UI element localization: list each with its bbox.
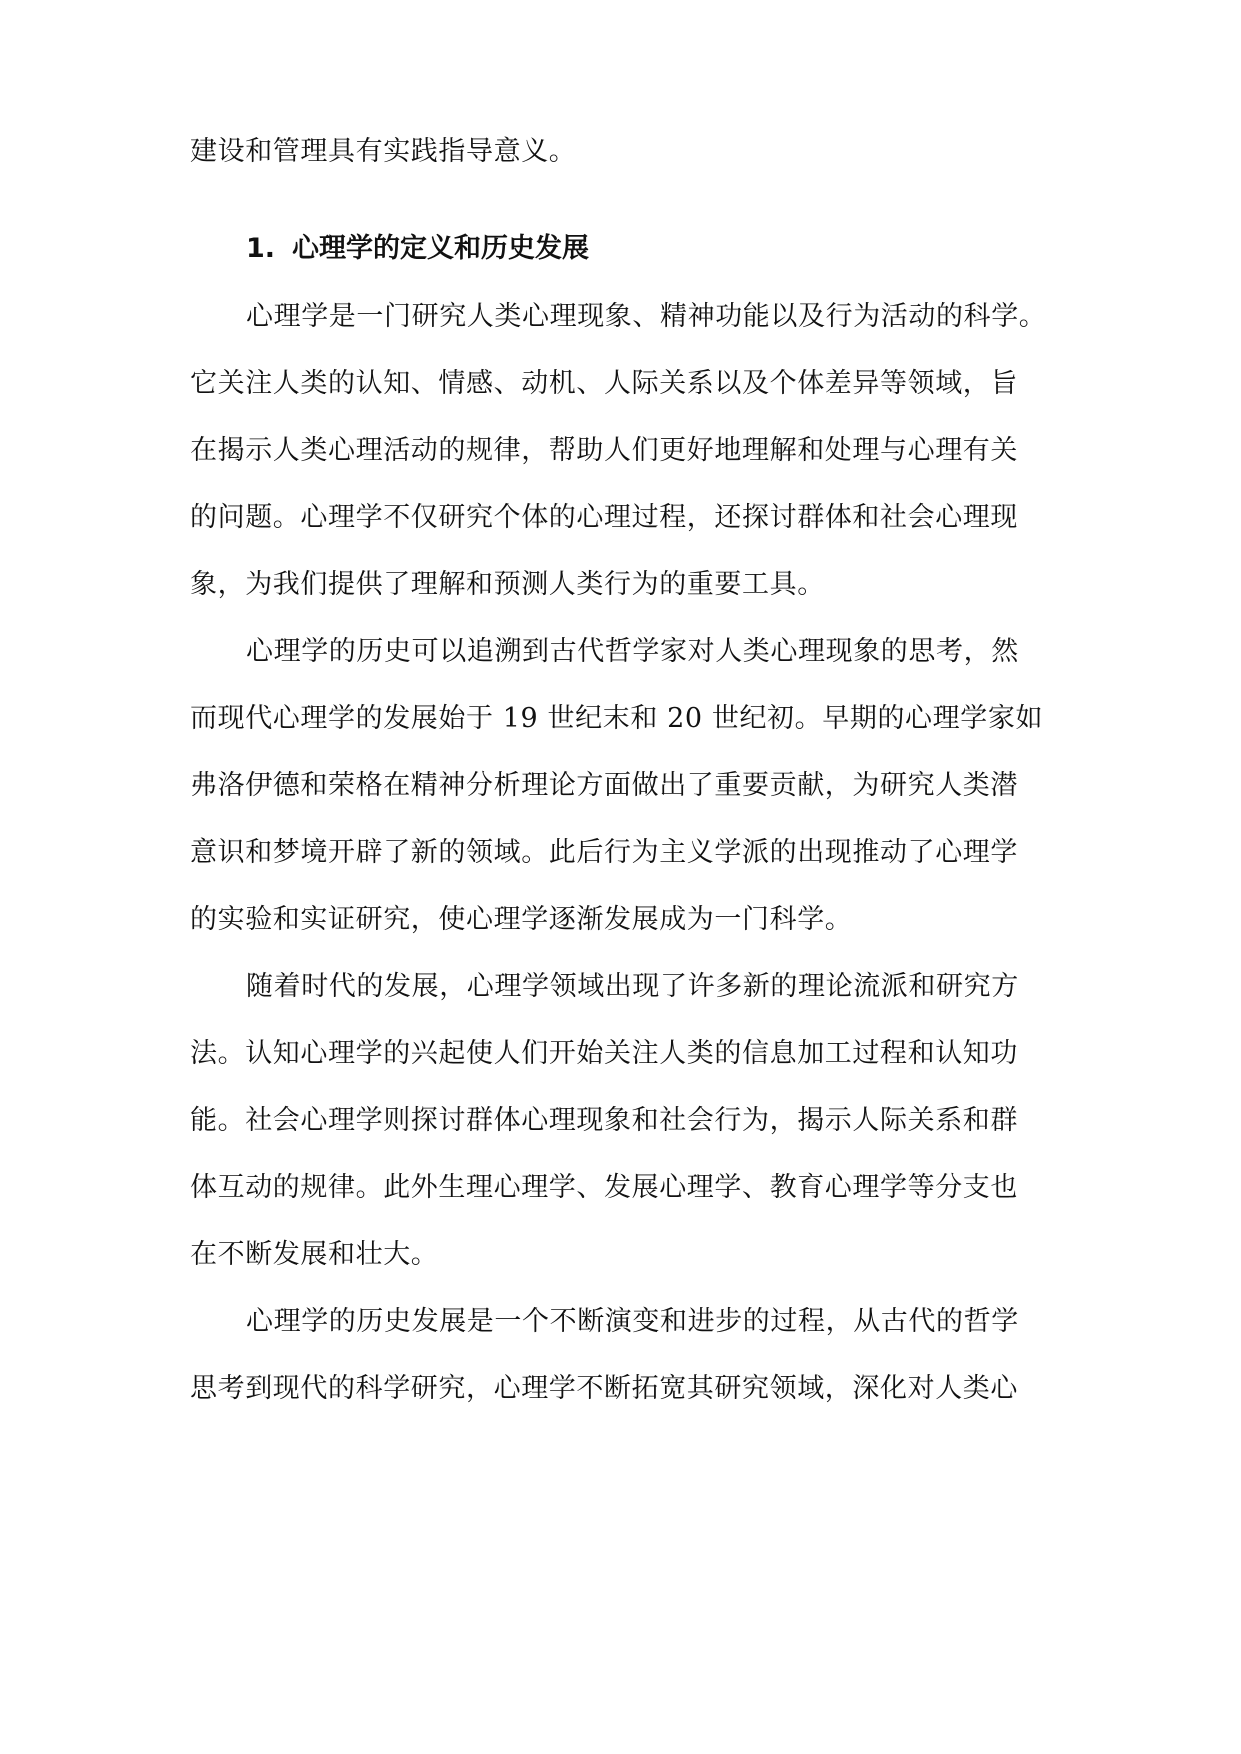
- text-line: 能。社会心理学则探讨群体心理现象和社会行为，揭示人际关系和群: [190, 1105, 1018, 1136]
- text-line: 它关注人类的认知、情感、动机、人际关系以及个体差异等领域，旨: [190, 368, 1018, 399]
- text-line: 心理学是一门研究人类心理现象、精神功能以及行为活动的科学。: [246, 301, 1047, 332]
- heading-title: 心理学的定义和历史发展: [292, 233, 589, 264]
- text-line: 在揭示人类心理活动的规律，帮助人们更好地理解和处理与心理有关: [190, 435, 1018, 466]
- text-line: 的实验和实证研究，使心理学逐渐发展成为一门科学。: [190, 904, 853, 935]
- text-line: 弗洛伊德和荣格在精神分析理论方面做出了重要贡献，为研究人类潜: [190, 770, 1018, 801]
- section-heading: [246, 229, 1060, 269]
- text-line: 思考到现代的科学研究，心理学不断拓宽其研究领域，深化对人类心: [190, 1373, 1018, 1404]
- text-line: 意识和梦境开辟了新的领域。此后行为主义学派的出现推动了心理学: [190, 837, 1018, 868]
- text-line: 法。认知心理学的兴起使人们开始关注人类的信息加工过程和认知功: [190, 1038, 1018, 1069]
- text-line: 体互动的规律。此外生理心理学、发展心理学、教育心理学等分支也: [190, 1172, 1018, 1203]
- text-line: 的问题。心理学不仅研究个体的心理过程，还探讨群体和社会心理现: [190, 502, 1018, 533]
- text-line: 随着时代的发展，心理学领域出现了许多新的理论流派和研究方: [246, 971, 1019, 1002]
- text-line: 建设和管理具有实践指导意义。: [190, 136, 577, 167]
- heading-number: 1.: [246, 233, 276, 264]
- text-line: 心理学的历史发展是一个不断演变和进步的过程，从古代的哲学: [246, 1306, 1019, 1337]
- text-line: 心理学的历史可以追溯到古代哲学家对人类心理现象的思考，然: [246, 636, 1019, 667]
- text-line: 而现代心理学的发展始于 19 世纪末和 20 世纪初。早期的心理学家如: [190, 703, 1044, 734]
- text-line: 在不断发展和壮大。: [190, 1239, 439, 1270]
- text-line: 象，为我们提供了理解和预测人类行为的重要工具。: [190, 569, 825, 600]
